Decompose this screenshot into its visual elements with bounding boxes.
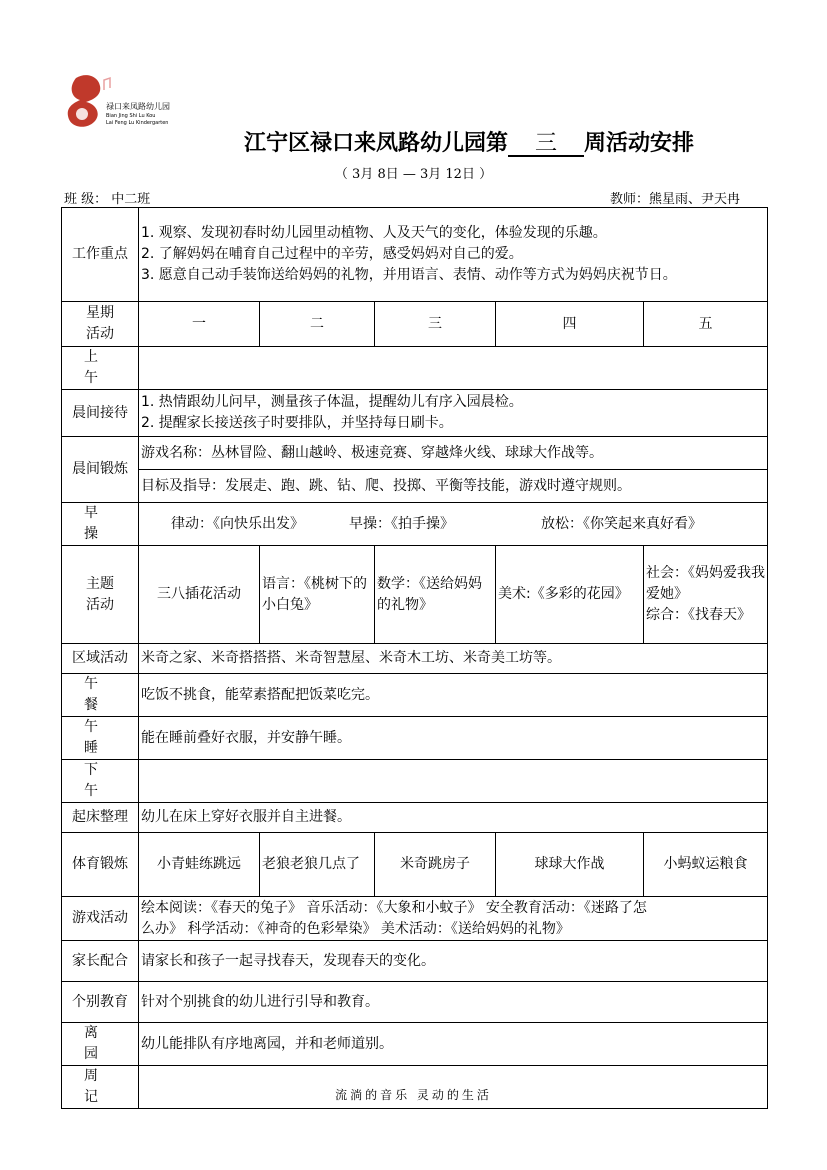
work-focus-content [139, 208, 768, 302]
date-range: （ 3月 8日 — 3月 12日 ） [334, 167, 493, 182]
games-line-2: 么办》 科学活动：《神奇的色彩晕染》 美术活动：《送给妈妈的礼物》 [141, 920, 570, 937]
nap-label: 午 睡 [62, 717, 139, 760]
theme-mon: 三八插花活动 [139, 546, 260, 644]
logo-english-name-2: Lai Feng Lu Kindergarten [106, 120, 169, 126]
pe-row [62, 833, 768, 897]
weekday-header-row [62, 302, 768, 347]
theme-label-line-2: 活动 [86, 596, 114, 613]
weekly-schedule-table [61, 207, 768, 1109]
nap-row [62, 717, 768, 760]
leave-row [62, 1023, 768, 1066]
teacher-info: 教师：熊星雨、尹天冉 [610, 192, 741, 207]
week-number: 三 [508, 133, 584, 157]
individual-row [62, 982, 768, 1023]
area-label: 区域活动 [62, 644, 139, 674]
theme-fri-line-2: 综合：《找春天》 [646, 607, 751, 623]
area-row [62, 644, 768, 674]
page-title [244, 126, 694, 157]
games-label: 游戏活动 [62, 897, 139, 941]
logo-note-icon [104, 78, 110, 90]
parents-label: 家长配合 [62, 941, 139, 982]
title-suffix: 周活动安排 [584, 130, 695, 156]
day-header-thu: 四 [496, 302, 644, 347]
wakeup-content: 幼儿在床上穿好衣服并自主进餐。 [139, 803, 768, 833]
leave-label: 离 园 [62, 1023, 139, 1066]
exercise-drill: 早操：《拍手操》 [349, 515, 454, 532]
afternoon-section-label: 下 午 [62, 760, 139, 803]
page-footer: 流淌的音乐 灵动的生活 [335, 1088, 492, 1102]
theme-label [62, 546, 139, 644]
games-content [139, 897, 768, 941]
lunch-row [62, 674, 768, 717]
day-header-mon: 一 [139, 302, 260, 347]
exercise-rhythm: 律动：《向快乐出发》 [171, 515, 304, 532]
class-info: 班 级： 中二班 [64, 192, 151, 207]
exercise-content [139, 503, 768, 546]
morning-exercise-games: 游戏名称：丛林冒险、翻山越岭、极速竞赛、穿越烽火线、球球大作战等。 [139, 437, 768, 470]
pe-wed: 米奇跳房子 [375, 833, 496, 897]
logo-english-name-1: Bian Jing Shi Lu Kou [106, 113, 156, 119]
weekday-label-line-1: 星期 [86, 305, 114, 321]
lunch-label: 午 餐 [62, 674, 139, 717]
morning-section-label: 上 午 [62, 347, 139, 390]
individual-content: 针对个别挑食的幼儿进行引导和教育。 [139, 982, 768, 1023]
area-content: 米奇之家、米奇搭搭搭、米奇智慧屋、米奇木工坊、米奇美工坊等。 [139, 644, 768, 674]
day-header-fri: 五 [644, 302, 768, 347]
theme-wed: 数学：《送给妈妈的礼物》 [375, 546, 496, 644]
morning-section-row [62, 347, 768, 390]
pe-tue: 老狼老狼几点了 [260, 833, 375, 897]
parents-row [62, 941, 768, 982]
reception-row [62, 390, 768, 437]
games-line-1: 绘本阅读：《春天的兔子》 音乐活动：《大象和小蚊子》 安全教育活动：《迷路了怎 [141, 899, 647, 916]
work-focus-line-3: 3. 愿意自己动手装饰送给妈妈的礼物，并用语言、表情、动作等方式为妈妈庆祝节日。 [141, 267, 677, 283]
lunch-content: 吃饭不挑食，能荤素搭配把饭菜吃完。 [139, 674, 768, 717]
morning-exercise-row-2 [62, 470, 768, 503]
theme-fri [644, 546, 768, 644]
theme-fri-line-1: 社会：《妈妈爱我我爱她》 [646, 565, 765, 602]
work-focus-row [62, 208, 768, 302]
wakeup-row [62, 803, 768, 833]
day-header-tue: 二 [260, 302, 375, 347]
games-row [62, 897, 768, 941]
logo-dot [76, 108, 88, 120]
theme-thu: 美术:《多彩的花园》 [496, 546, 644, 644]
reception-content [139, 390, 768, 437]
parents-content: 请家长和孩子一起寻找春天，发现春天的变化。 [139, 941, 768, 982]
reception-line-1: 1. 热情跟幼儿问早，测量孩子体温，提醒幼儿有序入园晨检。 [141, 394, 523, 410]
title-prefix: 江宁区禄口来凤路幼儿园第 [244, 130, 509, 156]
morning-section-blank [139, 347, 768, 390]
individual-label: 个别教育 [62, 982, 139, 1023]
day-header-wed: 三 [375, 302, 496, 347]
wakeup-label: 起床整理 [62, 803, 139, 833]
exercise-label: 早 操 [62, 503, 139, 546]
theme-row [62, 546, 768, 644]
logo-chinese-name: 禄口来凤路幼儿园 [106, 102, 170, 111]
exercise-row [62, 503, 768, 546]
morning-exercise-row-1 [62, 437, 768, 470]
work-focus-line-2: 2. 了解妈妈在哺育自己过程中的辛劳，感受妈妈对自己的爱。 [141, 246, 523, 262]
pe-mon: 小青蛙练跳远 [139, 833, 260, 897]
afternoon-section-row [62, 760, 768, 803]
morning-exercise-goals: 目标及指导：发展走、跑、跳、钻、爬、投掷、平衡等技能，游戏时遵守规则。 [139, 470, 768, 503]
theme-label-line-1: 主题 [86, 575, 114, 592]
pe-thu: 球球大作战 [496, 833, 644, 897]
leave-content: 幼儿能排队有序地离园，并和老师道别。 [139, 1023, 768, 1066]
exercise-relax: 放松：《你笑起来真好看》 [541, 515, 702, 532]
weekday-header-label [62, 302, 139, 347]
theme-tue: 语言：《桃树下的小白兔》 [260, 546, 375, 644]
work-focus-label: 工作重点 [62, 208, 139, 302]
pe-label: 体育锻炼 [62, 833, 139, 897]
afternoon-section-blank [139, 760, 768, 803]
work-focus-line-1: 1. 观察、发现初春时幼儿园里动植物、人及天气的变化，体验发现的乐趣。 [141, 225, 607, 241]
weekly-note-label: 周 记 [62, 1066, 139, 1109]
weekday-label-line-2: 活动 [86, 326, 114, 342]
reception-label: 晨间接待 [62, 390, 139, 437]
pe-fri: 小蚂蚁运粮食 [644, 833, 768, 897]
morning-exercise-label: 晨间锻炼 [62, 437, 139, 503]
nap-content: 能在睡前叠好衣服，并安静午睡。 [139, 717, 768, 760]
reception-line-2: 2. 提醒家长接送孩子时要排队，并坚持每日刷卡。 [141, 415, 453, 431]
